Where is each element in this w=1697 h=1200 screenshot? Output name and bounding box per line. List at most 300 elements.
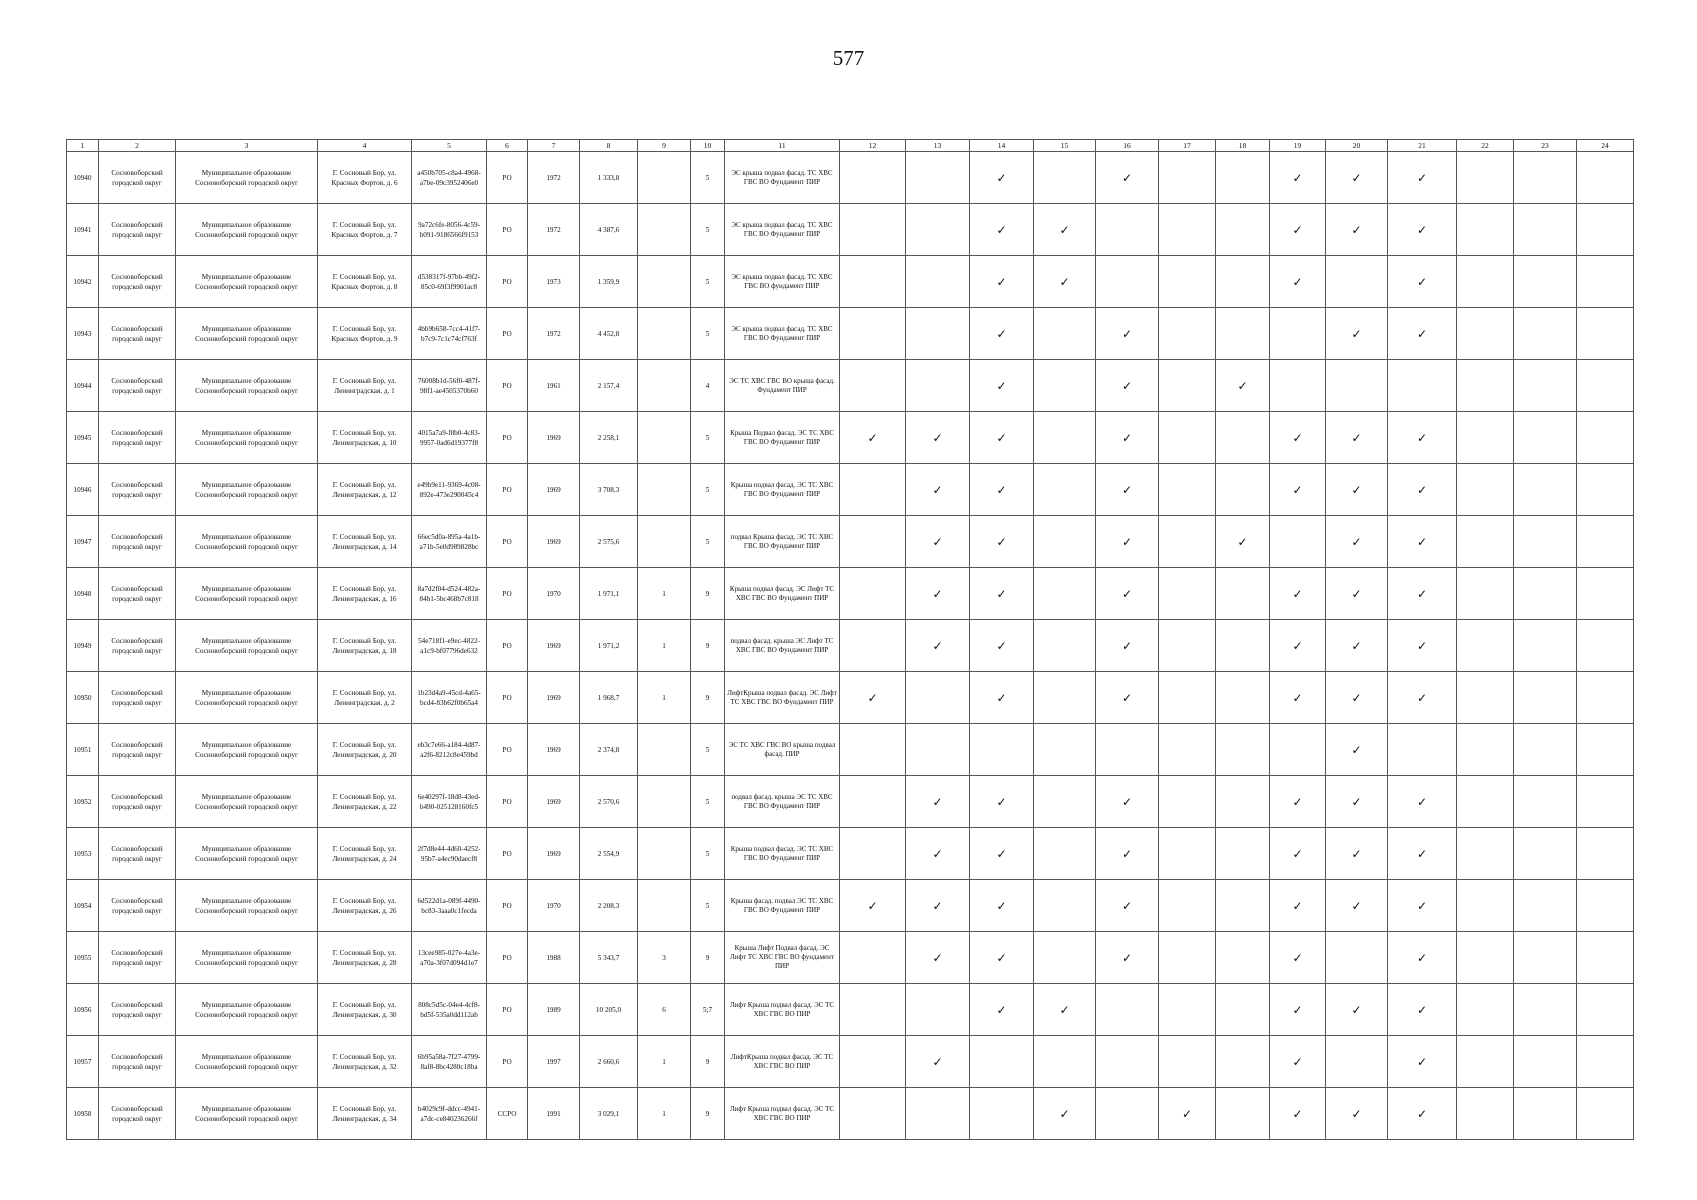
check-cell-col-21: ✓ (1388, 516, 1457, 568)
table-row (67, 724, 1634, 776)
check-cell-col-20: ✓ (1326, 984, 1388, 1036)
column-10-cell: 9 (691, 1036, 725, 1088)
district-cell: Сосновоборский городской округ (99, 620, 176, 672)
table-row (67, 880, 1634, 932)
check-cell-col-21: ✓ (1388, 256, 1457, 308)
check-cell-col-23 (1514, 932, 1577, 984)
check-cell-col-24 (1577, 984, 1634, 1036)
check-cell-col-23 (1514, 984, 1577, 1036)
check-cell-col-17 (1159, 308, 1216, 360)
check-cell-col-13: ✓ (906, 412, 970, 464)
column-number-cell: 7 (528, 140, 580, 152)
check-cell-col-22 (1457, 880, 1514, 932)
area-cell: 4 387,6 (580, 204, 638, 256)
column-number-cell: 16 (1096, 140, 1159, 152)
address-cell: Г. Сосновый Бор, ул. Ленинградская, д. 16 (318, 568, 412, 620)
column-9-cell (638, 828, 691, 880)
house-id-cell: 10946 (67, 464, 99, 516)
check-cell-col-18 (1216, 204, 1270, 256)
area-cell: 4 452,8 (580, 308, 638, 360)
year-built-cell: 1969 (528, 516, 580, 568)
address-cell: Г. Сосновый Бор, ул. Красных Фортов, д. 8 (318, 256, 412, 308)
check-cell-col-24 (1577, 256, 1634, 308)
column-number-cell: 21 (1388, 140, 1457, 152)
district-cell: Сосновоборский городской округ (99, 880, 176, 932)
area-cell: 5 343,7 (580, 932, 638, 984)
column-number-cell: 22 (1457, 140, 1514, 152)
check-cell-col-20: ✓ (1326, 516, 1388, 568)
check-cell-col-16 (1096, 724, 1159, 776)
check-cell-col-19: ✓ (1270, 1036, 1326, 1088)
column-9-cell (638, 412, 691, 464)
check-cell-col-22 (1457, 984, 1514, 1036)
check-cell-col-12 (840, 464, 906, 516)
address-cell: Г. Сосновый Бор, ул. Ленинградская, д. 18 (318, 620, 412, 672)
check-cell-col-12 (840, 360, 906, 412)
column-number-cell: 19 (1270, 140, 1326, 152)
municipality-cell: Муниципальное образование Сосновоборский городской округ (176, 568, 318, 620)
house-type-cell: РО (487, 984, 528, 1036)
check-cell-col-15: ✓ (1034, 984, 1096, 1036)
check-cell-col-17 (1159, 776, 1216, 828)
table-row (67, 204, 1634, 256)
house-type-cell: РО (487, 776, 528, 828)
check-cell-col-18 (1216, 464, 1270, 516)
column-9-cell (638, 360, 691, 412)
area-cell: 2 570,6 (580, 776, 638, 828)
table-row (67, 152, 1634, 204)
column-10-cell: 5 (691, 464, 725, 516)
check-cell-col-20: ✓ (1326, 620, 1388, 672)
guid-cell: 6b95a58a-7f27-4799-8af8-8bc4280c18ba (412, 1036, 487, 1088)
check-cell-col-21: ✓ (1388, 204, 1457, 256)
address-cell: Г. Сосновый Бор, ул. Ленинградская, д. 22 (318, 776, 412, 828)
district-cell: Сосновоборский городской округ (99, 152, 176, 204)
address-cell: Г. Сосновый Бор, ул. Красных Фортов, д. 9 (318, 308, 412, 360)
check-cell-col-13: ✓ (906, 516, 970, 568)
table-row (67, 828, 1634, 880)
check-cell-col-21 (1388, 724, 1457, 776)
check-cell-col-13 (906, 256, 970, 308)
check-cell-col-13 (906, 204, 970, 256)
municipality-cell: Муниципальное образование Сосновоборский городской округ (176, 152, 318, 204)
check-cell-col-15 (1034, 828, 1096, 880)
check-cell-col-22 (1457, 464, 1514, 516)
house-type-cell: РО (487, 256, 528, 308)
check-cell-col-20: ✓ (1326, 152, 1388, 204)
municipality-cell: Муниципальное образование Сосновоборский городской округ (176, 256, 318, 308)
column-9-cell (638, 516, 691, 568)
year-built-cell: 1988 (528, 932, 580, 984)
check-cell-col-18 (1216, 724, 1270, 776)
district-cell: Сосновоборский городской округ (99, 932, 176, 984)
column-number-cell: 6 (487, 140, 528, 152)
guid-cell: a450b705-c8a4-4968-a7be-09c3952406e0 (412, 152, 487, 204)
district-cell: Сосновоборский городской округ (99, 256, 176, 308)
check-cell-col-19: ✓ (1270, 412, 1326, 464)
check-cell-col-20 (1326, 360, 1388, 412)
area-cell: 1 333,8 (580, 152, 638, 204)
guid-cell: 4bb9b658-7cc4-41f7-b7c9-7c1c74cf763f (412, 308, 487, 360)
check-cell-col-18 (1216, 256, 1270, 308)
house-id-cell: 10955 (67, 932, 99, 984)
check-cell-col-13 (906, 152, 970, 204)
municipality-cell: Муниципальное образование Сосновоборский городской округ (176, 516, 318, 568)
check-cell-col-22 (1457, 568, 1514, 620)
guid-cell: 4015a7a9-f8b0-4c83-9957-0ad6d19377f8 (412, 412, 487, 464)
check-cell-col-20: ✓ (1326, 412, 1388, 464)
check-cell-col-20: ✓ (1326, 672, 1388, 724)
check-cell-col-14: ✓ (970, 880, 1034, 932)
check-cell-col-19: ✓ (1270, 984, 1326, 1036)
check-cell-col-12 (840, 256, 906, 308)
check-cell-col-18 (1216, 932, 1270, 984)
column-number-cell: 23 (1514, 140, 1577, 152)
district-cell: Сосновоборский городской округ (99, 724, 176, 776)
house-id-cell: 10942 (67, 256, 99, 308)
column-number-cell: 10 (691, 140, 725, 152)
house-type-cell: РО (487, 204, 528, 256)
column-9-cell (638, 152, 691, 204)
check-cell-col-13 (906, 984, 970, 1036)
year-built-cell: 1970 (528, 568, 580, 620)
district-cell: Сосновоборский городской округ (99, 1088, 176, 1140)
column-number-cell: 4 (318, 140, 412, 152)
check-cell-col-13: ✓ (906, 1036, 970, 1088)
year-built-cell: 1997 (528, 1036, 580, 1088)
check-cell-col-12 (840, 984, 906, 1036)
check-cell-col-24 (1577, 880, 1634, 932)
check-cell-col-17 (1159, 568, 1216, 620)
municipality-cell: Муниципальное образование Сосновоборский городской округ (176, 360, 318, 412)
column-9-cell (638, 880, 691, 932)
check-cell-col-24 (1577, 672, 1634, 724)
check-cell-col-21: ✓ (1388, 984, 1457, 1036)
check-cell-col-18 (1216, 880, 1270, 932)
check-cell-col-13: ✓ (906, 464, 970, 516)
check-cell-col-14: ✓ (970, 620, 1034, 672)
check-cell-col-23 (1514, 464, 1577, 516)
check-cell-col-22 (1457, 516, 1514, 568)
check-cell-col-19 (1270, 360, 1326, 412)
check-cell-col-17 (1159, 880, 1216, 932)
check-cell-col-12 (840, 568, 906, 620)
check-cell-col-17 (1159, 152, 1216, 204)
check-cell-col-23 (1514, 1088, 1577, 1140)
page-number: 577 (832, 46, 865, 70)
column-number-cell: 3 (176, 140, 318, 152)
check-cell-col-16: ✓ (1096, 672, 1159, 724)
check-cell-col-19: ✓ (1270, 932, 1326, 984)
guid-cell: d538317f-97bb-49f2-85c0-69f3f9901ac8 (412, 256, 487, 308)
table-row (67, 620, 1634, 672)
check-cell-col-20 (1326, 932, 1388, 984)
column-10-cell: 5 (691, 152, 725, 204)
house-id-cell: 10941 (67, 204, 99, 256)
check-cell-col-12: ✓ (840, 672, 906, 724)
planned-works-cell: Крыша Подвал фасад. ЭС ТС ХВС ГВС ВО Фундамент ПИР (725, 412, 840, 464)
check-cell-col-23 (1514, 308, 1577, 360)
municipality-cell: Муниципальное образование Сосновоборский городской округ (176, 932, 318, 984)
check-cell-col-12 (840, 724, 906, 776)
check-cell-col-13 (906, 360, 970, 412)
house-type-cell: РО (487, 360, 528, 412)
table-row (67, 776, 1634, 828)
check-cell-col-19 (1270, 308, 1326, 360)
house-id-cell: 10958 (67, 1088, 99, 1140)
check-cell-col-12: ✓ (840, 880, 906, 932)
check-cell-col-14: ✓ (970, 204, 1034, 256)
house-type-cell: РО (487, 1036, 528, 1088)
district-cell: Сосновоборский городской округ (99, 360, 176, 412)
check-cell-col-17 (1159, 256, 1216, 308)
column-10-cell: 5 (691, 412, 725, 464)
check-cell-col-13: ✓ (906, 620, 970, 672)
check-cell-col-12 (840, 932, 906, 984)
planned-works-cell: ЭС крыша подвал фасад. ТС ХВС ГВС ВО Фундамент ПИР (725, 308, 840, 360)
house-id-cell: 10953 (67, 828, 99, 880)
year-built-cell: 1969 (528, 776, 580, 828)
check-cell-col-20: ✓ (1326, 568, 1388, 620)
district-cell: Сосновоборский городской округ (99, 568, 176, 620)
check-cell-col-16 (1096, 984, 1159, 1036)
check-cell-col-23 (1514, 360, 1577, 412)
check-cell-col-20: ✓ (1326, 724, 1388, 776)
municipality-cell: Муниципальное образование Сосновоборский городской округ (176, 776, 318, 828)
planned-works-cell: Крыша подвал фасад. ЭС ТС ХВС ГВС ВО Фундамент ПИР (725, 828, 840, 880)
check-cell-col-16: ✓ (1096, 464, 1159, 516)
planned-works-cell: подвал фасад. крыша ЭС Лифт ТС ХВС ГВС ВО Фундамент ПИР (725, 620, 840, 672)
check-cell-col-12 (840, 308, 906, 360)
municipality-cell: Муниципальное образование Сосновоборский городской округ (176, 1036, 318, 1088)
table-row (67, 516, 1634, 568)
house-id-cell: 10945 (67, 412, 99, 464)
column-number-cell: 15 (1034, 140, 1096, 152)
area-cell: 1 359,9 (580, 256, 638, 308)
check-cell-col-18 (1216, 1036, 1270, 1088)
municipality-cell: Муниципальное образование Сосновоборский городской округ (176, 1088, 318, 1140)
check-cell-col-14 (970, 1088, 1034, 1140)
column-10-cell: 5 (691, 828, 725, 880)
check-cell-col-21: ✓ (1388, 1036, 1457, 1088)
column-number-cell: 11 (725, 140, 840, 152)
year-built-cell: 1972 (528, 204, 580, 256)
check-cell-col-21 (1388, 360, 1457, 412)
area-cell: 3 708,3 (580, 464, 638, 516)
area-cell: 2 554,9 (580, 828, 638, 880)
check-cell-col-12 (840, 828, 906, 880)
check-cell-col-12 (840, 1088, 906, 1140)
year-built-cell: 1969 (528, 724, 580, 776)
district-cell: Сосновоборский городской округ (99, 984, 176, 1036)
check-cell-col-19: ✓ (1270, 204, 1326, 256)
house-type-cell: РО (487, 620, 528, 672)
table-row (67, 256, 1634, 308)
check-cell-col-17 (1159, 360, 1216, 412)
check-cell-col-21: ✓ (1388, 464, 1457, 516)
check-cell-col-14: ✓ (970, 360, 1034, 412)
planned-works-cell: подвал Крыша фасад. ЭС ТС ХВС ГВС ВО Фундамент ПИР (725, 516, 840, 568)
check-cell-col-15 (1034, 516, 1096, 568)
check-cell-col-17 (1159, 464, 1216, 516)
column-10-cell: 9 (691, 568, 725, 620)
column-10-cell: 9 (691, 932, 725, 984)
table-row (67, 360, 1634, 412)
planned-works-cell: Лифт Крыша подвал фасад. ЭС ТС ХВС ГВС ВО ПИР (725, 984, 840, 1036)
check-cell-col-14: ✓ (970, 256, 1034, 308)
table-body (67, 140, 1634, 1140)
check-cell-col-18 (1216, 308, 1270, 360)
check-cell-col-23 (1514, 568, 1577, 620)
check-cell-col-22 (1457, 932, 1514, 984)
column-10-cell: 9 (691, 1088, 725, 1140)
check-cell-col-16: ✓ (1096, 620, 1159, 672)
column-10-cell: 4 (691, 360, 725, 412)
column-9-cell: 1 (638, 1036, 691, 1088)
check-cell-col-16: ✓ (1096, 880, 1159, 932)
planned-works-cell: ЛифтКрыша подвал фасад. ЭС Лифт ТС ХВС ГВС ВО Фундамент ПИР (725, 672, 840, 724)
column-number-cell: 24 (1577, 140, 1634, 152)
address-cell: Г. Сосновый Бор, ул. Ленинградская, д. 2 (318, 672, 412, 724)
check-cell-col-15 (1034, 620, 1096, 672)
check-cell-col-22 (1457, 204, 1514, 256)
area-cell: 10 205,0 (580, 984, 638, 1036)
house-id-cell: 10948 (67, 568, 99, 620)
column-number-cell: 9 (638, 140, 691, 152)
house-type-cell: РО (487, 152, 528, 204)
check-cell-col-21: ✓ (1388, 776, 1457, 828)
check-cell-col-23 (1514, 828, 1577, 880)
check-cell-col-24 (1577, 828, 1634, 880)
check-cell-col-22 (1457, 308, 1514, 360)
house-id-cell: 10947 (67, 516, 99, 568)
column-9-cell: 1 (638, 620, 691, 672)
check-cell-col-14: ✓ (970, 828, 1034, 880)
table-row (67, 672, 1634, 724)
guid-cell: 6d522d1a-089f-4490-bc83-3aaa0c1fecda (412, 880, 487, 932)
house-id-cell: 10954 (67, 880, 99, 932)
planned-works-cell: ЭС крыша подвал фасад. ТС ХВС ГВС ВО Фундамент ПИР (725, 204, 840, 256)
check-cell-col-12 (840, 776, 906, 828)
guid-cell: eb3c7e66-a184-4d87-a2f6-8212c8e459bd (412, 724, 487, 776)
check-cell-col-24 (1577, 204, 1634, 256)
check-cell-col-23 (1514, 620, 1577, 672)
check-cell-col-24 (1577, 724, 1634, 776)
check-cell-col-15 (1034, 880, 1096, 932)
district-cell: Сосновоборский городской округ (99, 672, 176, 724)
table-row (67, 984, 1634, 1036)
column-number-row (67, 140, 1634, 152)
check-cell-col-16 (1096, 1036, 1159, 1088)
check-cell-col-22 (1457, 672, 1514, 724)
check-cell-col-24 (1577, 620, 1634, 672)
check-cell-col-15 (1034, 776, 1096, 828)
house-id-cell: 10951 (67, 724, 99, 776)
column-9-cell: 6 (638, 984, 691, 1036)
check-cell-col-18 (1216, 1088, 1270, 1140)
area-cell: 2 575,6 (580, 516, 638, 568)
check-cell-col-14 (970, 1036, 1034, 1088)
check-cell-col-13: ✓ (906, 776, 970, 828)
check-cell-col-12 (840, 620, 906, 672)
check-cell-col-23 (1514, 516, 1577, 568)
table-row (67, 932, 1634, 984)
year-built-cell: 1969 (528, 828, 580, 880)
year-built-cell: 1989 (528, 984, 580, 1036)
check-cell-col-17 (1159, 932, 1216, 984)
planned-works-cell: Крыша подвал фасад. ЭС Лифт ТС ХВС ГВС ВО Фундамент ПИР (725, 568, 840, 620)
column-9-cell (638, 256, 691, 308)
check-cell-col-23 (1514, 204, 1577, 256)
check-cell-col-21: ✓ (1388, 412, 1457, 464)
year-built-cell: 1991 (528, 1088, 580, 1140)
check-cell-col-24 (1577, 464, 1634, 516)
check-cell-col-16: ✓ (1096, 828, 1159, 880)
table-row (67, 464, 1634, 516)
check-cell-col-18 (1216, 672, 1270, 724)
check-cell-col-21: ✓ (1388, 932, 1457, 984)
column-9-cell: 1 (638, 1088, 691, 1140)
check-cell-col-24 (1577, 516, 1634, 568)
address-cell: Г. Сосновый Бор, ул. Ленинградская, д. 12 (318, 464, 412, 516)
house-type-cell: РО (487, 828, 528, 880)
check-cell-col-18 (1216, 828, 1270, 880)
check-cell-col-13: ✓ (906, 828, 970, 880)
check-cell-col-21: ✓ (1388, 672, 1457, 724)
check-cell-col-13: ✓ (906, 880, 970, 932)
area-cell: 2 660,6 (580, 1036, 638, 1088)
check-cell-col-15 (1034, 1036, 1096, 1088)
year-built-cell: 1970 (528, 880, 580, 932)
check-cell-col-22 (1457, 776, 1514, 828)
planned-works-cell: Крыша Лифт Подвал фасад. ЭС Лифт ТС ХВС ГВС ВО фундамент ПИР (725, 932, 840, 984)
check-cell-col-21: ✓ (1388, 1088, 1457, 1140)
check-cell-col-14: ✓ (970, 308, 1034, 360)
check-cell-col-19: ✓ (1270, 620, 1326, 672)
planned-works-cell: Крыша фасад. подвал ЭС ТС ХВС ГВС ВО Фундамент ПИР (725, 880, 840, 932)
municipality-cell: Муниципальное образование Сосновоборский городской округ (176, 308, 318, 360)
address-cell: Г. Сосновый Бор, ул. Ленинградская, д. 30 (318, 984, 412, 1036)
address-cell: Г. Сосновый Бор, ул. Ленинградская, д. 24 (318, 828, 412, 880)
column-9-cell (638, 308, 691, 360)
check-cell-col-12 (840, 516, 906, 568)
check-cell-col-15 (1034, 932, 1096, 984)
column-number-cell: 20 (1326, 140, 1388, 152)
table-row (67, 412, 1634, 464)
planned-works-cell: ЭС ТС ХВС ГВС ВО крыша фасад. Фундамент ПИР (725, 360, 840, 412)
column-10-cell: 5 (691, 308, 725, 360)
year-built-cell: 1972 (528, 308, 580, 360)
check-cell-col-22 (1457, 724, 1514, 776)
check-cell-col-17 (1159, 204, 1216, 256)
address-cell: Г. Сосновый Бор, ул. Ленинградская, д. 1 (318, 360, 412, 412)
guid-cell: 2f7d8e44-4d60-4252-95b7-a4ec90daecf8 (412, 828, 487, 880)
municipality-cell: Муниципальное образование Сосновоборский городской округ (176, 828, 318, 880)
check-cell-col-23 (1514, 1036, 1577, 1088)
check-cell-col-22 (1457, 1088, 1514, 1140)
house-type-cell: ССРО (487, 1088, 528, 1140)
check-cell-col-17 (1159, 672, 1216, 724)
check-cell-col-23 (1514, 672, 1577, 724)
check-cell-col-20 (1326, 256, 1388, 308)
guid-cell: e49b9e11-9369-4c08-892e-473e290045c4 (412, 464, 487, 516)
check-cell-col-20: ✓ (1326, 308, 1388, 360)
check-cell-col-21: ✓ (1388, 152, 1457, 204)
planned-works-cell: Лифт Крыша подвал фасад. ЭС ТС ХВС ГВС ВО ПИР (725, 1088, 840, 1140)
column-10-cell: 5 (691, 880, 725, 932)
check-cell-col-13: ✓ (906, 568, 970, 620)
check-cell-col-23 (1514, 412, 1577, 464)
